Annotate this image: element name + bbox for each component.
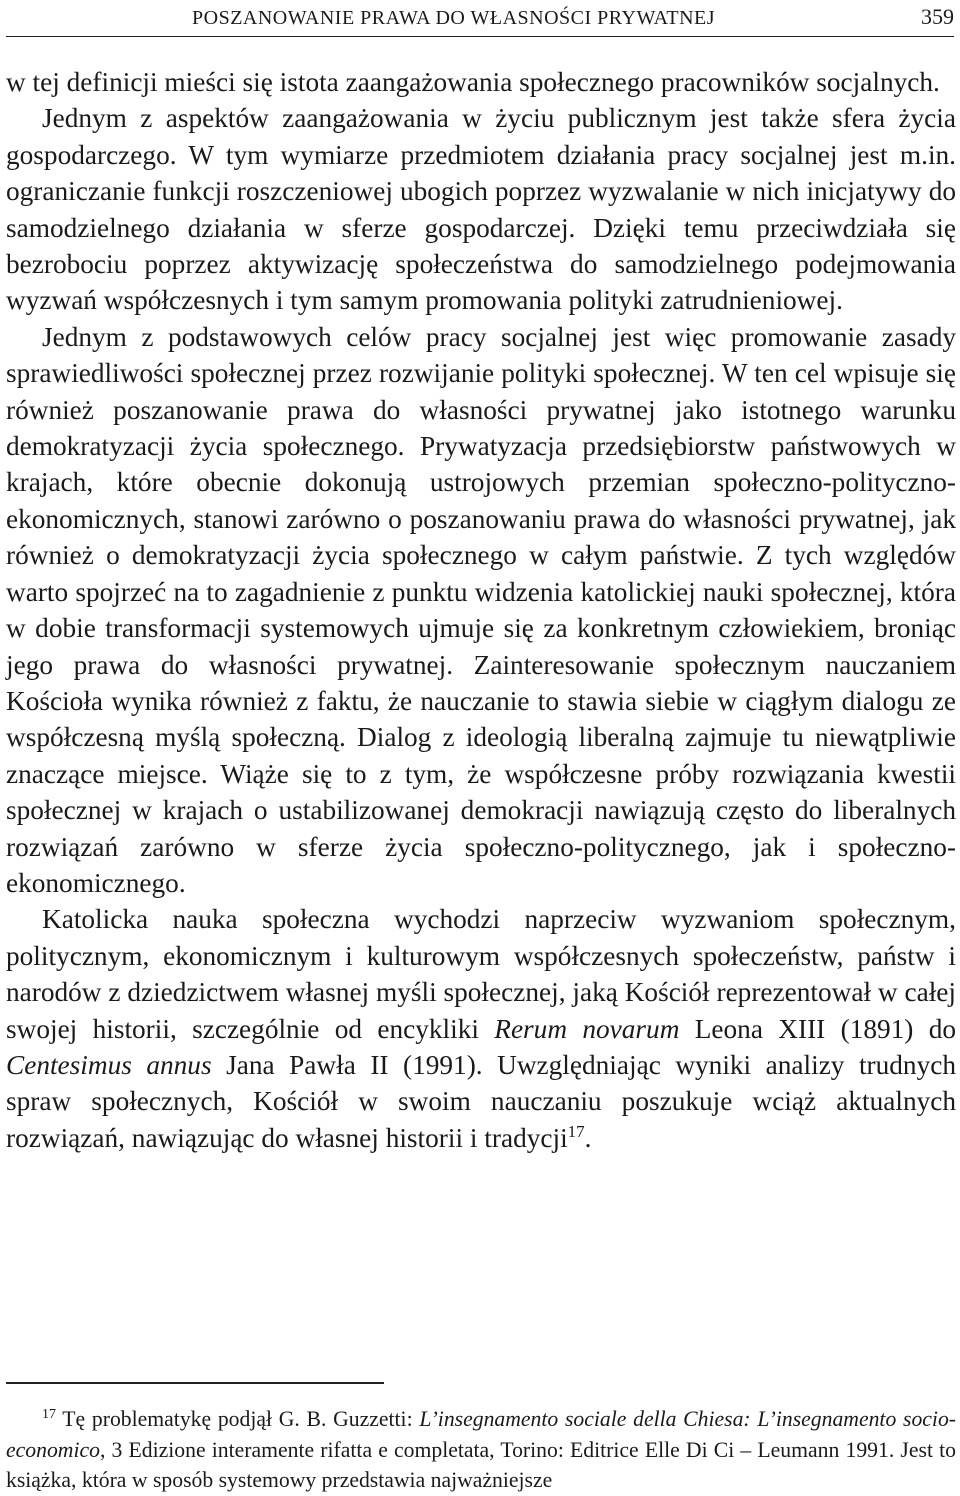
paragraph-4 [6, 901, 956, 1156]
body-text [6, 64, 956, 1156]
footnote-rule [6, 1382, 384, 1384]
footnote-reference: 17 [567, 1121, 585, 1141]
paragraph-4-end: . [584, 1122, 592, 1153]
running-header [6, 4, 954, 32]
paragraph-4-part-2: Leona XIII (1891) do [679, 1013, 956, 1044]
footnote-number: 17 [42, 1406, 56, 1422]
paragraph-4-part-1: Katolicka nauka społeczna wychodzi naprzeciw wyzwaniom społecznym, politycznym, ekonomicznym i kulturowym współczesnych społeczeństw, państw i narodów z dziedzictwem własnej myśli społecznej, jaką Kościół reprezentował w całej swojej historii, szczególnie od encykliki [6, 904, 956, 1044]
running-title: POSZANOWANIE PRAWA DO WŁASNOŚCI PRYWATNEJ [192, 7, 716, 29]
footnote-17 [6, 1404, 956, 1496]
paragraph-1: w tej definicji mieści się istota zaangażowania społecznego pracowników socjalnych. [6, 67, 940, 97]
paragraph-3: Jednym z podstawowych celów pracy socjalnej jest więc promowanie zasady sprawiedliwości społecznej przez rozwijanie polityki społecznej. W ten cel wpisuje się również poszanowanie prawa do własności prywatnej jako istotnego warunku demokratyzacji życia społecznego. Prywatyzacja przedsiębiorstw państwowych w krajach, które obecnie dokonują ustrojowych przemian społeczno-polityczno-ekonomicznych, stanowi zarówno o poszanowaniu prawa do własności prywatnej, jak również o demokratyzacji życia społecznego w całym państwie. Z tych względów warto spojrzeć na to zagadnienie z punktu widzenia katolickiej nauki społecznej, która w dobie transformacji systemowych ujmuje się za konkretnym człowiekiem, broniąc jego prawa do własności prywatnej. Zainteresowanie społecznym nauczaniem Kościoła wynika również z faktu, że nauczanie to stawia siebie w ciągłym dialogu ze współczesną myślą społeczną. Dialog z ideologią liberalną zajmuje tu niewątpliwie znaczące miejsce. Wiąże się to z tym, że współczesne próby rozwiązania kwestii społecznej w krajach o ustabilizowanej demokracji nawiązują często do liberalnych rozwiązań zarówno w sferze życia społeczno-politycznego, jak i społeczno-ekonomicznego. [6, 321, 956, 898]
footnote-part-1: Tę problematykę podjął G. B. Guzzetti: [56, 1407, 420, 1431]
footnote-part-2: , 3 Edizione interamente rifatta e completata, Torino: Editrice Elle Di Ci – Leumann 1991. Jest to książka, która w sposób systemowy przedstawia najważniejsze [6, 1437, 956, 1492]
header-rule [6, 36, 954, 37]
paragraph-2: Jednym z aspektów zaangażowania w życiu publicznym jest także sfera życia gospodarczego. W tym wymiarze przedmiotem działania pracy socjalnej jest m.in. ograniczanie funkcji roszczeniowej ubogich poprzez wyzwalanie w nich inicjatywy do samodzielnego działania w sferze gospodarczej. Dzięki temu przeciwdziała się bezrobociu poprzez aktywizację społeczeństwa do samodzielnego podejmowania wyzwań współczesnych i tym samym promowania polityki zatrudnieniowej. [6, 103, 956, 316]
footnote-book-title: L’insegnamento sociale della Chiesa: L’insegnamento socio-economico [6, 1407, 957, 1462]
page-number: 359 [921, 4, 954, 29]
footnote [6, 1404, 956, 1496]
paragraph-4-part-3: Jana Pawła II (1991). Uwzględniając wyniki analizy trudnych spraw społecznych, Kościół w swoim nauczaniu poszukuje wciąż aktualnych rozwiązań, nawiązując do własnej historii i tradycji [6, 1049, 956, 1153]
encyclical-title-centesimus-annus: Centesimus annus [6, 1049, 212, 1080]
encyclical-title-rerum-novarum: Rerum novarum [494, 1013, 680, 1044]
